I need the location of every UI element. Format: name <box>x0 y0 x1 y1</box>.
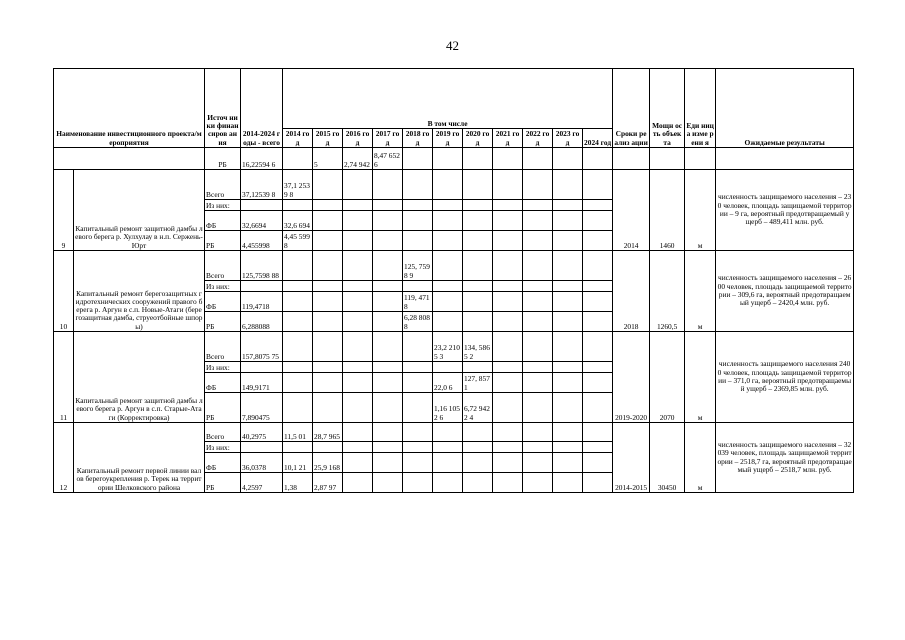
project-number: 12 <box>54 423 74 493</box>
year-value-cell <box>463 423 493 442</box>
year-value-cell <box>493 281 523 292</box>
year-value-cell <box>373 312 403 332</box>
year-value-cell <box>403 373 433 393</box>
year-value-cell <box>283 312 313 332</box>
year-value-cell <box>463 362 493 373</box>
total-cell <box>241 362 283 373</box>
total-cell <box>241 442 283 453</box>
total-cell: 16,22594 6 <box>241 148 283 170</box>
source-cell: РБ <box>205 473 241 493</box>
total-cell <box>241 200 283 211</box>
year-value-cell <box>373 332 403 362</box>
year-value-cell <box>373 423 403 442</box>
result-header: Ожидаемые результаты <box>716 69 854 148</box>
year-value-cell <box>493 211 523 231</box>
year-value-cell <box>313 231 343 251</box>
year-value-cell <box>493 423 523 442</box>
empty-cell <box>716 148 854 170</box>
year-value-cell <box>313 362 343 373</box>
year-value-cell <box>313 312 343 332</box>
year-header: 2018 год <box>403 129 433 148</box>
unit-cell: м <box>685 251 716 332</box>
total-cell: 40,2975 <box>241 423 283 442</box>
year-value-cell <box>403 393 433 423</box>
year-value-cell <box>523 148 553 170</box>
expected-result: численность защищаемого населения – 230 человек, площадь защищаемой территории – 9 га, вероятный предотвращаемый ущерб – 489,411 млн. руб. <box>716 170 854 251</box>
year-value-cell <box>583 170 613 200</box>
project-name: Капитальный ремонт первой линии валов берегоукрепления р. Терек на территории Шелковского района <box>74 423 205 493</box>
year-value-cell <box>373 211 403 231</box>
year-value-cell: 32,6 694 <box>283 211 313 231</box>
year-value-cell: 28,7 965 <box>313 423 343 442</box>
year-value-cell <box>373 362 403 373</box>
year-value-cell: 4,45 5998 <box>283 231 313 251</box>
source-cell: РБ <box>205 312 241 332</box>
year-value-cell <box>553 281 583 292</box>
year-header: 2015 год <box>313 129 343 148</box>
year-value-cell: 119, 4718 <box>403 292 433 312</box>
year-value-cell <box>343 423 373 442</box>
project-number: 11 <box>54 332 74 423</box>
year-value-cell: 6,72 9422 4 <box>463 393 493 423</box>
year-value-cell <box>283 281 313 292</box>
year-value-cell <box>313 393 343 423</box>
year-value-cell <box>343 292 373 312</box>
year-value-cell <box>523 200 553 211</box>
source-cell: Из них: <box>205 362 241 373</box>
year-header: 2022 год <box>523 129 553 148</box>
year-value-cell <box>493 148 523 170</box>
year-value-cell <box>403 281 433 292</box>
year-value-cell <box>403 231 433 251</box>
year-value-cell <box>343 281 373 292</box>
year-value-cell <box>313 292 343 312</box>
year-value-cell <box>403 362 433 373</box>
year-value-cell <box>403 170 433 200</box>
year-value-cell <box>523 362 553 373</box>
year-value-cell <box>553 148 583 170</box>
total-cell: 4,2597 <box>241 473 283 493</box>
year-value-cell <box>433 170 463 200</box>
total-header: 2014-2024 годы - всего <box>241 69 283 148</box>
empty-cell <box>650 148 685 170</box>
total-cell: 37,12539 8 <box>241 170 283 200</box>
year-value-cell <box>583 423 613 442</box>
year-value-cell <box>343 251 373 281</box>
year-value-cell <box>583 332 613 362</box>
year-value-cell <box>583 231 613 251</box>
year-value-cell <box>433 251 463 281</box>
source-cell: РБ <box>205 148 241 170</box>
year-value-cell <box>433 231 463 251</box>
deadline-header: Сроки реализ ации <box>613 69 650 148</box>
source-cell: Из них: <box>205 442 241 453</box>
investment-projects-table <box>53 68 854 493</box>
year-value-cell <box>583 292 613 312</box>
year-value-cell <box>313 170 343 200</box>
year-value-cell <box>313 373 343 393</box>
project-row <box>54 332 854 362</box>
source-cell: Всего <box>205 251 241 281</box>
year-value-cell <box>433 453 463 473</box>
project-row <box>54 170 854 200</box>
year-value-cell <box>553 251 583 281</box>
empty-cell <box>685 148 716 170</box>
year-value-cell <box>343 362 373 373</box>
year-value-cell <box>283 393 313 423</box>
unit-cell: м <box>685 423 716 493</box>
year-value-cell: 11,5 01 <box>283 423 313 442</box>
project-number: 9 <box>54 170 74 251</box>
year-value-cell <box>373 393 403 423</box>
year-value-cell <box>433 200 463 211</box>
year-value-cell: 5 <box>313 148 343 170</box>
year-value-cell <box>523 373 553 393</box>
year-value-cell <box>373 473 403 493</box>
year-header: 2023 год <box>553 129 583 148</box>
year-value-cell: 134, 5865 2 <box>463 332 493 362</box>
year-header: 2017 год <box>373 129 403 148</box>
capacity-header: Мощн ость объек та <box>650 69 685 148</box>
page-number: 42 <box>446 38 459 53</box>
year-value-cell <box>343 473 373 493</box>
year-value-cell <box>583 312 613 332</box>
source-cell: ФБ <box>205 292 241 312</box>
year-value-cell <box>343 211 373 231</box>
total-cell <box>241 281 283 292</box>
unit-cell: м <box>685 170 716 251</box>
year-value-cell <box>313 281 343 292</box>
year-value-cell <box>343 442 373 453</box>
source-cell: ФБ <box>205 453 241 473</box>
source-cell: РБ <box>205 393 241 423</box>
year-value-cell <box>463 442 493 453</box>
source-cell: Из них: <box>205 281 241 292</box>
year-value-cell: 23,2 2105 3 <box>433 332 463 362</box>
deadline-cell: 2014 <box>613 170 650 251</box>
year-value-cell <box>343 170 373 200</box>
row-number-cell <box>54 148 205 170</box>
source-cell: ФБ <box>205 211 241 231</box>
year-value-cell <box>523 393 553 423</box>
year-value-cell <box>583 473 613 493</box>
year-value-cell <box>523 332 553 362</box>
year-value-cell <box>463 148 493 170</box>
project-number: 10 <box>54 251 74 332</box>
year-value-cell <box>583 211 613 231</box>
year-value-cell <box>493 442 523 453</box>
source-cell: РБ <box>205 231 241 251</box>
year-value-cell <box>343 200 373 211</box>
unit-header: Еди ниц а изме рени я <box>685 69 716 148</box>
year-value-cell <box>523 453 553 473</box>
year-value-cell <box>463 211 493 231</box>
year-value-cell: 1,16 1052 6 <box>433 393 463 423</box>
expected-result: численность защищаемого населения – 32039 человек, площадь защищаемой территории – 2518,7 га, вероятный предотвращаемый ущерб – 2518,7 млн. руб. <box>716 423 854 493</box>
year-value-cell <box>523 231 553 251</box>
year-value-cell <box>373 373 403 393</box>
year-value-cell <box>433 362 463 373</box>
capacity-cell: 2070 <box>650 332 685 423</box>
year-value-cell <box>493 332 523 362</box>
deadline-cell: 2018 <box>613 251 650 332</box>
year-value-cell: 6,28 8088 <box>403 312 433 332</box>
year-value-cell <box>343 312 373 332</box>
year-value-cell <box>583 200 613 211</box>
year-value-cell <box>523 211 553 231</box>
year-value-cell <box>493 373 523 393</box>
year-value-cell <box>553 453 583 473</box>
capacity-cell: 1460 <box>650 170 685 251</box>
year-value-cell <box>583 148 613 170</box>
source-header: Источ ники финан сиров ания <box>205 69 241 148</box>
year-value-cell <box>373 231 403 251</box>
year-value-cell <box>553 211 583 231</box>
year-value-cell <box>373 200 403 211</box>
year-value-cell <box>313 332 343 362</box>
year-value-cell <box>583 453 613 473</box>
name-header: Наименование инвестиционного проекта/мероприятия <box>54 69 205 148</box>
year-value-cell <box>493 251 523 281</box>
year-value-cell <box>373 281 403 292</box>
year-value-cell <box>553 312 583 332</box>
year-value-cell <box>553 362 583 373</box>
year-value-cell <box>553 442 583 453</box>
year-value-cell: 125, 7598 9 <box>403 251 433 281</box>
year-value-cell <box>343 453 373 473</box>
total-cell: 119,4718 <box>241 292 283 312</box>
year-value-cell: 22,0 6 <box>433 373 463 393</box>
year-value-cell <box>463 281 493 292</box>
year-value-cell <box>523 251 553 281</box>
year-value-cell <box>493 312 523 332</box>
source-cell: Всего <box>205 332 241 362</box>
year-value-cell <box>403 473 433 493</box>
source-cell: Из них: <box>205 200 241 211</box>
year-header: 2021 год <box>493 129 523 148</box>
year-value-cell <box>493 473 523 493</box>
year-value-cell <box>283 292 313 312</box>
year-value-cell <box>493 200 523 211</box>
expected-result: численность защищаемого населения – 2600 человек, площадь защищаемой территории – 309,6 га, вероятный предотвращаемый ущерб – 2420,4 млн. руб. <box>716 251 854 332</box>
year-header: 2016 год <box>343 129 373 148</box>
year-value-cell <box>463 473 493 493</box>
year-value-cell <box>403 332 433 362</box>
year-value-cell <box>553 200 583 211</box>
year-value-cell <box>433 442 463 453</box>
year-value-cell <box>283 200 313 211</box>
year-value-cell <box>433 312 463 332</box>
year-value-cell <box>553 423 583 442</box>
total-cell: 149,9171 <box>241 373 283 393</box>
year-header: 2014 год <box>283 129 313 148</box>
year-value-cell <box>343 231 373 251</box>
year-header: 2020 год <box>463 129 493 148</box>
year-value-cell: 8,47 6526 <box>373 148 403 170</box>
project-name: Капитальный ремонт защитной дамбы левого берега р. Хулхулау в н.п. Сержень-Юрт <box>74 170 205 251</box>
total-cell: 4,455998 <box>241 231 283 251</box>
year-value-cell <box>313 211 343 231</box>
capacity-cell: 1260,5 <box>650 251 685 332</box>
year-value-cell <box>553 393 583 423</box>
year-value-cell <box>493 362 523 373</box>
year-value-cell <box>433 473 463 493</box>
year-value-cell <box>553 231 583 251</box>
source-cell: Всего <box>205 170 241 200</box>
year-value-cell <box>403 453 433 473</box>
year-value-cell <box>283 251 313 281</box>
year-value-cell <box>523 473 553 493</box>
year-value-cell <box>433 292 463 312</box>
year-value-cell <box>463 292 493 312</box>
source-cell: Всего <box>205 423 241 442</box>
year-value-cell <box>373 292 403 312</box>
year-value-cell <box>403 442 433 453</box>
year-value-cell <box>553 373 583 393</box>
year-value-cell <box>403 211 433 231</box>
year-value-cell <box>373 453 403 473</box>
year-value-cell <box>343 332 373 362</box>
year-value-cell <box>553 332 583 362</box>
year-value-cell <box>463 453 493 473</box>
deadline-cell: 2019-2020 <box>613 332 650 423</box>
year-value-cell: 10,1 21 <box>283 453 313 473</box>
year-value-cell <box>553 473 583 493</box>
year-value-cell <box>433 148 463 170</box>
year-value-cell <box>433 281 463 292</box>
source-cell: ФБ <box>205 373 241 393</box>
year-value-cell <box>403 423 433 442</box>
year-value-cell <box>583 281 613 292</box>
year-value-cell <box>583 442 613 453</box>
year-value-cell <box>463 170 493 200</box>
project-name: Капитальный ремонт защитной дамбы левого берега р. Аргун в с.п. Старые-Атаги (Корректировка) <box>74 332 205 423</box>
year-value-cell <box>283 373 313 393</box>
year-value-cell <box>433 423 463 442</box>
year-value-cell <box>523 442 553 453</box>
total-cell: 7,890475 <box>241 393 283 423</box>
year-value-cell <box>283 332 313 362</box>
year-header: 2019 год <box>433 129 463 148</box>
year-value-cell <box>463 200 493 211</box>
year-value-cell <box>523 423 553 442</box>
year-value-cell <box>283 362 313 373</box>
capacity-cell: 30450 <box>650 423 685 493</box>
unit-cell: м <box>685 332 716 423</box>
year-value-cell <box>583 393 613 423</box>
year-value-cell <box>493 170 523 200</box>
year-value-cell <box>463 251 493 281</box>
year-value-cell <box>493 453 523 473</box>
year-value-cell <box>553 292 583 312</box>
year-value-cell <box>343 393 373 423</box>
year-value-cell <box>493 393 523 423</box>
year-value-cell <box>553 170 583 200</box>
year-value-cell: 2,74 942 <box>343 148 373 170</box>
year-value-cell <box>343 373 373 393</box>
year-value-cell: 25,9 168 <box>313 453 343 473</box>
year-value-cell <box>313 251 343 281</box>
year-value-cell <box>523 170 553 200</box>
project-row <box>54 251 854 281</box>
year-value-cell <box>373 251 403 281</box>
year-value-cell <box>433 211 463 231</box>
total-cell: 6,288088 <box>241 312 283 332</box>
year-value-cell <box>583 362 613 373</box>
year-value-cell <box>583 251 613 281</box>
year-value-cell <box>403 200 433 211</box>
year-value-cell: 1,38 <box>283 473 313 493</box>
year-value-cell: 2,87 97 <box>313 473 343 493</box>
project-row <box>54 423 854 442</box>
year-value-cell <box>583 373 613 393</box>
year-value-cell <box>313 200 343 211</box>
in-that-number-header: В том числе <box>283 69 613 129</box>
deadline-cell: 2014-2015 <box>613 423 650 493</box>
empty-cell <box>613 148 650 170</box>
year-value-cell <box>283 148 313 170</box>
year-value-cell <box>373 442 403 453</box>
year-value-cell <box>463 312 493 332</box>
year-value-cell <box>283 442 313 453</box>
year-value-cell <box>523 292 553 312</box>
year-value-cell <box>493 231 523 251</box>
expected-result: численность защищаемого населения 2400 человек, площадь защищаемой территории – 371,0 га, вероятный предотвращаемый ущерб – 2369,85 млн. руб. <box>716 332 854 423</box>
total-cell: 36,0378 <box>241 453 283 473</box>
year-value-cell: 37,1 2539 8 <box>283 170 313 200</box>
total-cell: 157,8075 75 <box>241 332 283 362</box>
year-value-cell <box>313 442 343 453</box>
total-cell: 125,7598 88 <box>241 251 283 281</box>
year-value-cell <box>463 231 493 251</box>
total-cell: 32,6694 <box>241 211 283 231</box>
year-value-cell <box>373 170 403 200</box>
year-value-cell <box>403 148 433 170</box>
year-header: 2024 год <box>583 129 613 148</box>
project-name: Капитальный ремонт берегозащитных гидротехнических сооружений правого берега р. Аргун в с.п. Новые-Атаги (берегозащитная дамба, струеотбойные шпоры) <box>74 251 205 332</box>
year-value-cell <box>523 312 553 332</box>
year-value-cell: 127, 8571 <box>463 373 493 393</box>
year-value-cell <box>523 281 553 292</box>
year-value-cell <box>493 292 523 312</box>
